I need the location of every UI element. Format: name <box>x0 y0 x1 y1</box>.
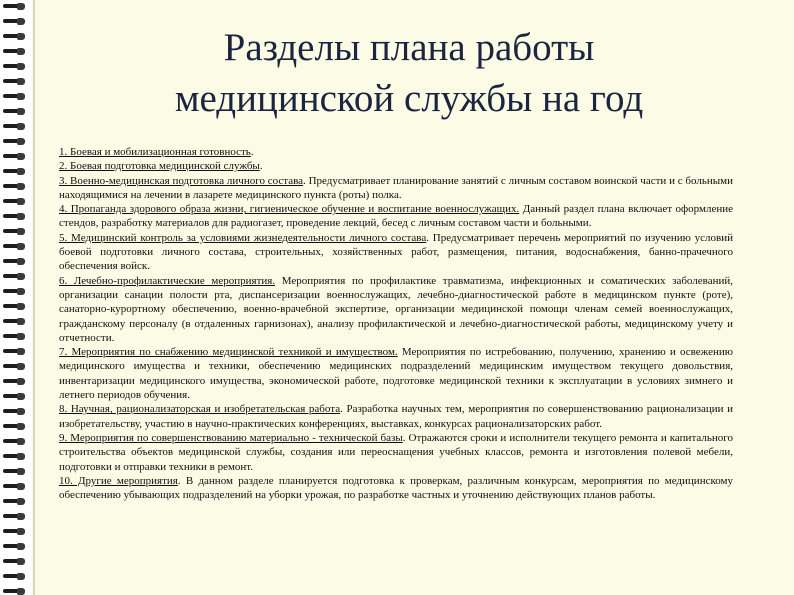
spiral-ring <box>3 393 27 400</box>
section-heading: 8. Научная, рационализаторская и изобретательская работа <box>59 403 341 416</box>
section-item <box>59 202 733 231</box>
spiral-ring <box>3 543 27 550</box>
spiral-ring <box>3 318 27 325</box>
spiral-ring <box>3 213 27 220</box>
section-item <box>59 174 733 203</box>
section-text: . В данном разделе планируется подготовка к проверкам, различным конкурсам, мероприятия по медицинскому обеспечению убывающих подразделений на уборки урожая, по разработке частных и уточнению действующих планов работы. <box>59 474 733 502</box>
spiral-binding <box>0 0 32 595</box>
spiral-ring <box>3 228 27 235</box>
spiral-ring <box>3 93 27 100</box>
spiral-ring <box>3 78 27 85</box>
section-heading: 3. Военно-медицинская подготовка личного состава <box>59 174 304 187</box>
spiral-ring <box>3 348 27 355</box>
section-text: . <box>250 146 254 158</box>
spiral-ring <box>3 423 27 430</box>
spiral-ring <box>3 453 27 460</box>
section-heading: 2. Боевая подготовка медицинской службы <box>59 160 260 173</box>
spiral-ring <box>3 528 27 535</box>
spiral-ring <box>3 408 27 415</box>
section-heading: 7. Мероприятия по снабжению медицинской техникой и имуществом. <box>59 346 398 359</box>
section-item <box>59 345 733 402</box>
spiral-ring <box>3 438 27 445</box>
section-text: Мероприятия по истребованию, получению, хранению и освежению медицинского имущества и техники, обеспечению медицинских подразделений медицинским имуществом текущего довольствия, инвентаризации медицинского имущества, экономической работе, подготовке медицинской техники к эксплуатации в условиях зимнего и летнего периодов обучения. <box>59 346 734 402</box>
spiral-ring <box>3 168 27 175</box>
section-text: Данный раздел плана включает оформление стендов, разработку материалов для радиогазет, проведение лекций, бесед с личным составом части и больными. <box>59 203 733 230</box>
spiral-ring <box>3 483 27 490</box>
spiral-ring <box>3 303 27 310</box>
section-text: . Разработка научных тем, мероприятия по совершенствованию рационализации и изобретательству, участию в научно-практических конференциях, выставках, конкурсах рационализаторских работ. <box>59 403 733 430</box>
spiral-ring <box>3 48 27 55</box>
spiral-ring <box>3 573 27 580</box>
section-text: . Предусматривает планирование занятий с личным составом воинской части и с больными находящимися на лечении в лазарете медицинского пункта (роты) полка. <box>59 174 733 201</box>
section-item <box>59 402 733 431</box>
section-heading: 10. Другие мероприятия <box>59 474 178 487</box>
section-heading: 9. Мероприятия по совершенствованию материально - технической базы <box>59 431 403 444</box>
section-item <box>59 474 733 503</box>
spiral-ring <box>3 513 27 520</box>
section-text: . Отражаются сроки и исполнители текущего ремонта и капитального строительства объектов медицинской службы, создания или переоснащения учебных классов, ремонта и изготовления полевой мебели, подготовки и отправки техники в ремонт. <box>59 431 733 473</box>
section-item <box>59 145 733 159</box>
section-text: . <box>259 160 263 173</box>
section-item <box>59 431 733 474</box>
spiral-ring <box>3 588 27 595</box>
spiral-ring <box>3 363 27 370</box>
slide-title <box>40 22 778 124</box>
section-item <box>59 274 733 345</box>
page-edge <box>33 0 35 595</box>
title-line-1: Разделы плана работы <box>223 26 595 69</box>
title-line-2: медицинской службы на год <box>174 77 644 120</box>
section-item <box>59 231 733 274</box>
spiral-ring <box>3 183 27 190</box>
spiral-ring <box>3 63 27 70</box>
spiral-ring <box>3 153 27 160</box>
section-heading: 4. Пропаганда здорового образа жизни, гигиеническое обучение и воспитание военнослужащих. <box>59 203 520 216</box>
spiral-ring <box>3 468 27 475</box>
section-heading: 5. Медицинский контроль за условиями жизнедеятельности личного состава <box>59 231 427 244</box>
spiral-ring <box>3 108 27 115</box>
section-heading: 6. Лечебно-профилактические мероприятия. <box>59 274 276 287</box>
spiral-ring <box>3 138 27 145</box>
spiral-ring <box>3 333 27 340</box>
section-heading: 1. Боевая и мобилизационная готовность <box>59 146 251 158</box>
section-text: Мероприятия по профилактике травматизма, инфекционных и соматических заболеваний, организации санации полости рта, диспансеризации военнослужащих, лечебно-диагностической работе в медицинском пункте (роте), санаторно-курортному обеспечению, военно-врачебной экспертизе, организации медицинской помощи членам семей военнослужащих, гражданскому персоналу (в отдаленных гарнизонах), анализу профилактической и лечебно-диагностической работы, медицинскому учету и отчетности. <box>59 274 733 344</box>
section-item <box>59 159 733 173</box>
spiral-ring <box>3 198 27 205</box>
spiral-ring <box>3 558 27 565</box>
spiral-ring <box>3 258 27 265</box>
spiral-ring <box>3 498 27 505</box>
spiral-ring <box>3 18 27 25</box>
spiral-ring <box>3 273 27 280</box>
spiral-ring <box>3 33 27 40</box>
plan-sections <box>59 145 733 502</box>
section-text: . Предусматривает перечень мероприятий по изучению условий боевой подготовки личного состава, строительных, хозяйственных работ, размещения, питания, водоснабжения, банно-прачечного обеспечения войск. <box>59 231 733 273</box>
spiral-ring <box>3 3 27 10</box>
spiral-ring <box>3 243 27 250</box>
spiral-ring <box>3 378 27 385</box>
spiral-ring <box>3 123 27 130</box>
spiral-ring <box>3 288 27 295</box>
